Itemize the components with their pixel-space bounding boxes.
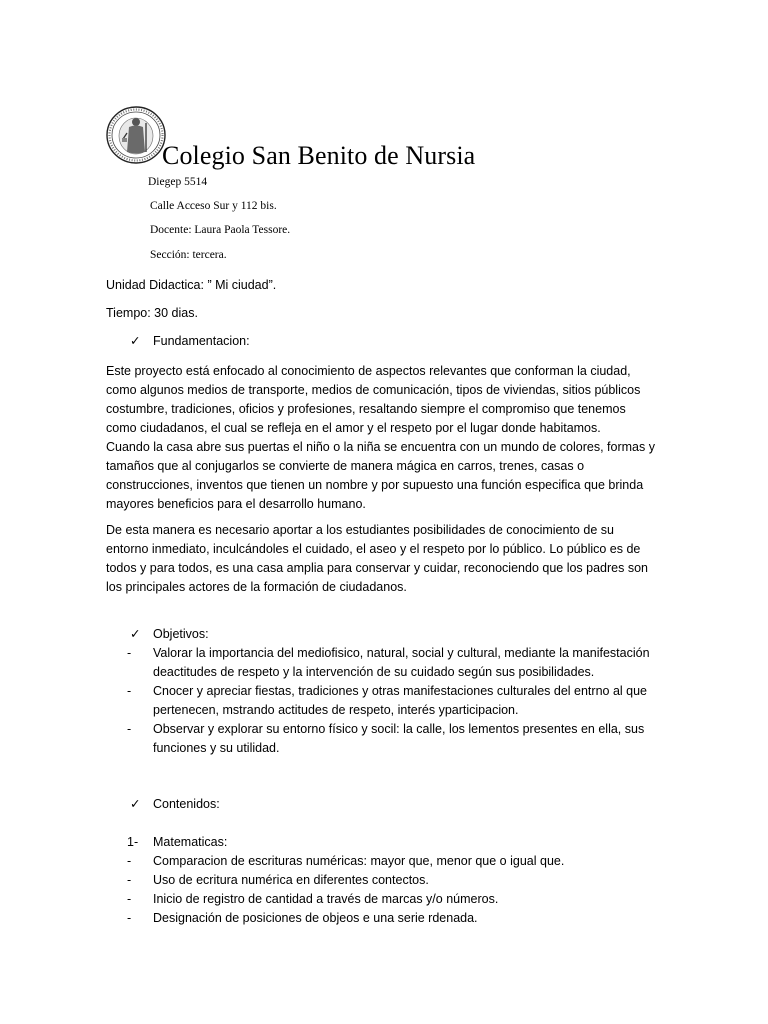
objetivos-heading-row: [130, 625, 209, 644]
contenidos-heading-row: [130, 795, 220, 814]
dash-bullet: -: [127, 646, 132, 660]
paragraph-line: De esta manera es necesario aportar a los estudiantes posibilidades de conocimiento de su: [106, 523, 614, 537]
paragraph-line: Este proyecto está enfocado al conocimiento de aspectos relevantes que conforman la ciudad,: [106, 364, 631, 378]
fundamentacion-paragraph-2: [106, 521, 666, 597]
dash-bullet: -: [127, 892, 132, 906]
paragraph-line: construcciones, inventos que tienen un nombre y por supuesto una función especifica que brinda: [106, 478, 644, 492]
section-number: 1-: [127, 835, 139, 849]
fundamentacion-heading-row: [130, 332, 250, 351]
section-title: Matematicas:: [153, 835, 228, 849]
time-duration: Tiempo: 30 dias.: [106, 306, 198, 320]
contenidos-list: [127, 833, 564, 928]
dash-bullet: -: [127, 684, 132, 698]
diegep-number: Diegep 5514: [148, 176, 208, 188]
dash-bullet: -: [127, 911, 132, 925]
teacher-name: Docente: Laura Paola Tessore.: [150, 224, 291, 236]
list-item: - Inicio de registro de cantidad a través de marcas y/o números.: [127, 890, 564, 909]
list-item: - Designación de posiciones de objeos e una serie rdenada.: [127, 909, 564, 928]
paragraph-line: Cuando la casa abre sus puertas el niño o la niña se encuentra con un mundo de colores, formas y: [106, 440, 655, 454]
paragraph-line: costumbre, tradiciones, oficios y profesiones, resaltando siempre el compromiso que tenemos: [106, 402, 626, 416]
fundamentacion-paragraph-1: [106, 362, 666, 514]
objetivos-list: [127, 644, 650, 758]
checkmark-icon: ✓: [130, 797, 141, 811]
paragraph-line: mayores beneficios para el desarrollo humano.: [106, 497, 366, 511]
fundamentacion-heading: Fundamentacion:: [153, 334, 250, 348]
list-item: - Comparacion de escrituras numéricas: mayor que, menor que o igual que.: [127, 852, 564, 871]
dash-bullet: -: [127, 854, 132, 868]
paragraph-line: tamaños que al conjugarlos se convierte de manera mágica en carros, trenes, casas o: [106, 459, 585, 473]
paragraph-line: los principales actores de la formación de ciudadanos.: [106, 580, 407, 594]
school-address: Calle Acceso Sur y 112 bis.: [150, 200, 277, 212]
section-label: Sección: tercera.: [150, 249, 227, 261]
section-heading-item: [127, 833, 564, 852]
list-item: - Observar y explorar su entorno físico y socil: la calle, los lementos presentes en ella, sus funciones y su utilidad.: [127, 722, 645, 755]
school-name: Colegio San Benito de Nursia: [162, 141, 476, 170]
paragraph-line: entorno inmediato, inculcándoles el cuidado, el aseo y el respeto por lo público. Lo público es de: [106, 542, 641, 556]
checkmark-icon: ✓: [130, 627, 141, 641]
paragraph-line: como algunos medios de transporte, medios de comunicación, tipos de viviendas, sitios públicos: [106, 383, 641, 397]
paragraph-line: como ciudadanos, el cual se refleja en el amor y el respeto por el lugar donde habitamos.: [106, 421, 601, 435]
school-seal-logo: [105, 105, 167, 165]
list-item: - Uso de ecritura numérica en diferentes contectos.: [127, 871, 564, 890]
paragraph-line: todos y para todos, es una casa amplia para conservar y cuidar, reconociendo que los padres son: [106, 561, 648, 575]
dash-bullet: -: [127, 722, 132, 736]
list-item: - Cnocer y apreciar fiestas, tradiciones y otras manifestaciones culturales del entrno al que pertenecen, mstrando actitudes de respeto, interés yparticipacion.: [127, 684, 648, 717]
contenidos-heading: Contenidos:: [153, 797, 220, 811]
dash-bullet: -: [127, 873, 132, 887]
list-item: - Valorar la importancia del mediofisico, natural, social y cultural, mediante la manifestación deactitudes de respeto y la intervención de su cuidado según sus posibilidades.: [127, 646, 650, 679]
objetivos-heading: Objetivos:: [153, 627, 209, 641]
unit-title: Unidad Didactica: ” Mi ciudad”.: [106, 278, 277, 292]
checkmark-icon: ✓: [130, 334, 141, 348]
